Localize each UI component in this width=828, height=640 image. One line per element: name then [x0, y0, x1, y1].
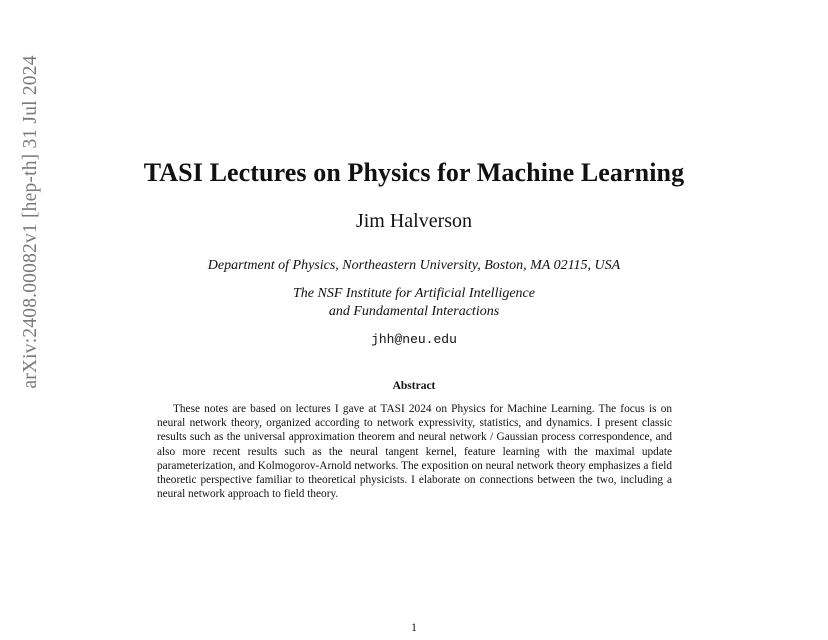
- arxiv-identifier[interactable]: arXiv:2408.00082v1 [hep-th] 31 Jul 2024: [20, 55, 41, 389]
- author-name: Jim Halverson: [355, 210, 473, 232]
- affiliation-institute-line-2: and Fundamental Interactions: [328, 304, 500, 319]
- abstract-heading: Abstract: [392, 380, 436, 392]
- page-number: 1: [411, 622, 417, 634]
- abstract-text: These notes are based on lectures I gave at TASI 2024 on Physics for Machine Learning. The focus is on neural network theory, organized according to network expressivity, statistics, and dynamics. I present classic results such as the universal approximation theorem and neural network / Gaussian process correspondence, and also more recent results such as the neural tangent kernel, feature learning with the maximal update parameterization, and Kolmogorov-Arnold networks. The exposition on neural network theory emphasizes a field theoretic perspective familiar to theoretical physicists. I elaborate on connections between the two, including a neural network approach to field theory.: [157, 403, 672, 501]
- affiliation-department: Department of Physics, Northeastern University, Boston, MA 02115, USA: [207, 258, 621, 273]
- author-email[interactable]: jhh@neu.edu: [371, 332, 457, 347]
- paper-title: TASI Lectures on Physics for Machine Learning: [143, 158, 685, 187]
- affiliation-institute-line-1: The NSF Institute for Artificial Intelligence: [293, 286, 535, 301]
